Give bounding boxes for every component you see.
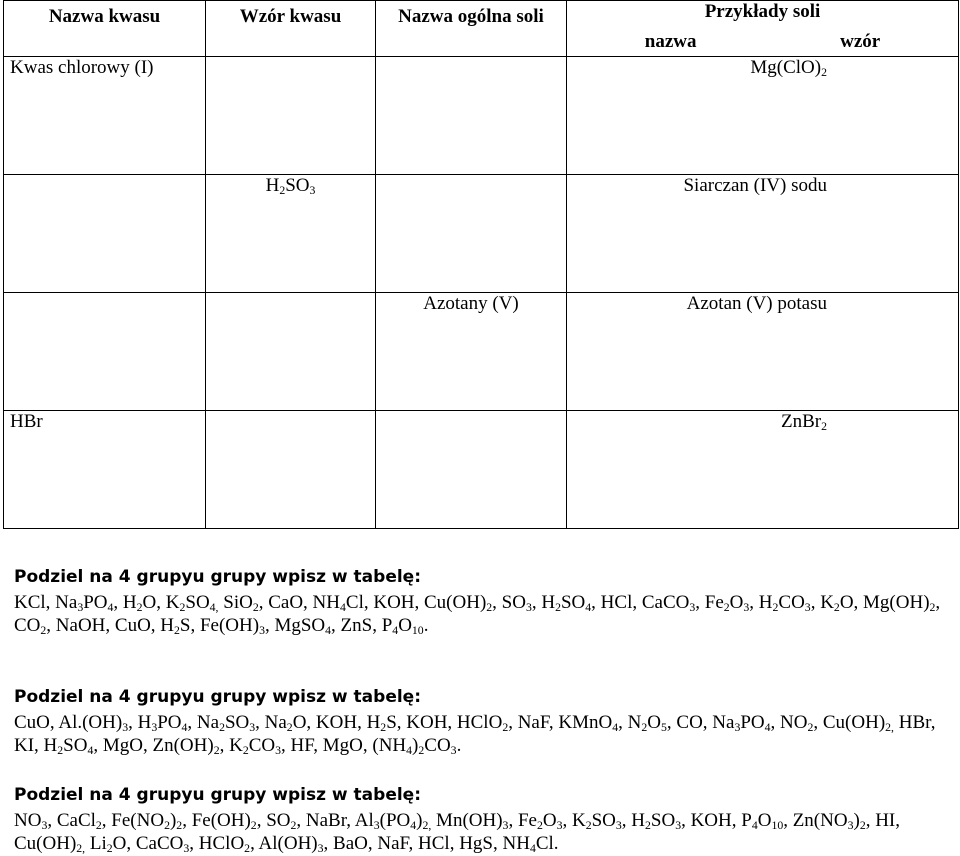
- cell-example-formula: ZnBr$_2$: [781, 411, 827, 433]
- cell-salt-example: [567, 57, 959, 175]
- table-row: [4, 57, 959, 175]
- cell-acid-formula: [206, 57, 376, 175]
- cell-acid-name: HBr: [4, 411, 206, 529]
- cell-example-name: Azotan (V) potasu: [686, 293, 827, 314]
- task-compound-list: KCl, $Na_3PO_4$, $H_2O$, $K_2SO_{4,}$ SiO$_2$, CaO, $NH_4Cl$, KOH, $Cu(OH)_2$, $SO_3$, $H_2SO_4$, HCl, CaCO$_3$, $Fe_2O_3$, $H_2CO_3$, $K_2O$, $Mg(OH)_2$, $CO_2$, NaOH, CuO, $H_2S$, $Fe(OH)_3$, MgSO$_4$, ZnS, $P_4O_{10}$.: [14, 592, 941, 637]
- cell-salt-example: [567, 175, 959, 293]
- table-header-row: [4, 1, 959, 32]
- cell-acid-name: Kwas chlorowy (I): [4, 57, 206, 175]
- cell-salt-example: [567, 293, 959, 411]
- task-2: [14, 686, 954, 757]
- header-acid-formula: Wzór kwasu: [206, 1, 376, 57]
- cell-acid-formula: [206, 411, 376, 529]
- subheader-cell: [567, 31, 959, 57]
- cell-example-formula: $Mg(ClO)_2$: [750, 57, 827, 79]
- header-example-formula: wzór: [840, 31, 881, 52]
- task-title: Podziel na 4 grupyu grupy wpisz w tabelę:: [14, 785, 422, 805]
- acid-salt-table: [3, 0, 959, 529]
- table-row: [4, 293, 959, 411]
- table-row: [4, 175, 959, 293]
- task-compound-list: CuO, $Al.(OH)_3$, $H_3PO_4$, $Na_2SO_3$, $Na_2O$, KOH, $H_2S$, KOH, HClO$_2$, NaF, KMnO$_4$, $N_2O_5$, CO, $Na_3PO_4$, $NO_2$, $Cu(OH)_{2,}$ HBr, KI, $H_2SO_4$, MgO, $Zn(OH)_2$, $K_2CO_3$, HF, MgO, $(NH_4)_2CO_3$.: [14, 712, 936, 757]
- cell-salt-general-name: [376, 57, 567, 175]
- cell-salt-general-name: [376, 175, 567, 293]
- cell-example-name: Siarczan (IV) sodu: [683, 175, 827, 196]
- cell-acid-formula: [206, 293, 376, 411]
- cell-acid-name: [4, 175, 206, 293]
- cell-acid-formula: $H_2SO_3$: [206, 175, 376, 293]
- table-row: [4, 411, 959, 529]
- header-example-name: nazwa: [644, 31, 697, 52]
- header-acid-name: Nazwa kwasu: [4, 1, 206, 57]
- task-1: [14, 566, 954, 637]
- task-title: Podziel na 4 grupyu grupy wpisz w tabelę:: [14, 567, 422, 587]
- cell-acid-name: [4, 293, 206, 411]
- header-salt-examples: Przykłady soli: [567, 1, 959, 32]
- cell-salt-general-name: Azotany (V): [376, 293, 567, 411]
- cell-salt-general-name: [376, 411, 567, 529]
- task-3: [14, 784, 954, 855]
- task-title: Podziel na 4 grupyu grupy wpisz w tabelę:: [14, 687, 422, 707]
- header-salt-general-name: Nazwa ogólna soli: [376, 1, 567, 57]
- cell-salt-example: [567, 411, 959, 529]
- task-compound-list: $NO_3$, CaCl$_2$, $Fe(NO_2)_2$, $Fe(OH)_2$, $SO_2$, NaBr, $Al_3(PO_4)_{2,}$ $Mn(OH)_3$, $Fe_2O_3$, $K_2SO_3$, $H_2SO_3$, KOH, $P_4O_{10}$, $Zn(NO_3)_2$, HI, $Cu(OH)_{2,}$ $Li_2O$, CaCO$_3$, HClO$_2$, $Al(OH)_3$, BaO, NaF, HCl, HgS, $NH_4Cl$.: [14, 810, 901, 855]
